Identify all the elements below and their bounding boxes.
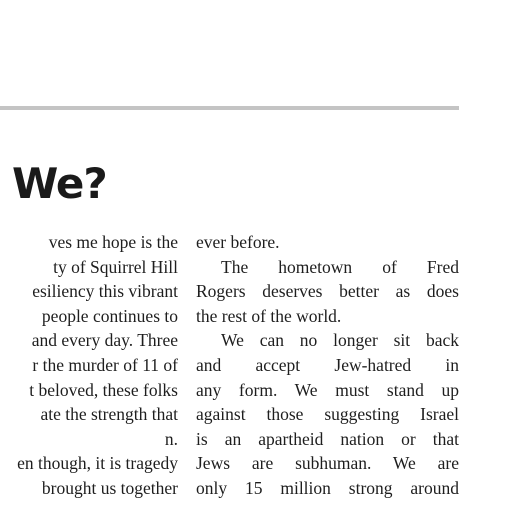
right-column-line: and accept Jew-hatred in <box>196 354 459 375</box>
article-left-column <box>0 230 178 501</box>
right-column-line: We can no longer sit back <box>221 330 459 351</box>
right-column-line: against those suggesting Israel <box>196 404 459 425</box>
right-column-line: only 15 million strong around <box>196 477 459 498</box>
right-column-line: Rogers deserves better as does <box>196 281 459 302</box>
right-column-line: Jews are subhuman. We are <box>196 453 459 474</box>
article-right-column <box>196 230 459 501</box>
right-column-line: is an apartheid nation or that <box>196 428 459 449</box>
left-column-line: ves me hope is the <box>48 232 178 252</box>
right-column-line: any form. We must stand up <box>196 379 459 400</box>
left-column-line: ate the strength that <box>40 404 178 425</box>
left-column-line: esiliency this vibrant <box>32 281 178 302</box>
right-column-line: the rest of the world. <box>196 305 342 326</box>
left-column-line: en though, it is tragedy <box>17 453 178 474</box>
left-column-line: ty of Squirrel Hill <box>53 256 178 277</box>
left-column-line: people continues to <box>41 305 178 326</box>
left-column-line: t beloved, these folks <box>29 379 178 400</box>
section-divider-rule <box>0 106 459 110</box>
right-column-line: The hometown of Fred <box>221 256 459 277</box>
left-column-line: n. <box>164 428 178 449</box>
article-headline: We? <box>12 159 107 208</box>
left-column-line: r the murder of 11 of <box>32 354 178 375</box>
left-column-line: brought us together <box>41 477 178 498</box>
right-column-line: ever before. <box>196 232 280 252</box>
left-column-line: and every day. Three <box>31 330 178 351</box>
